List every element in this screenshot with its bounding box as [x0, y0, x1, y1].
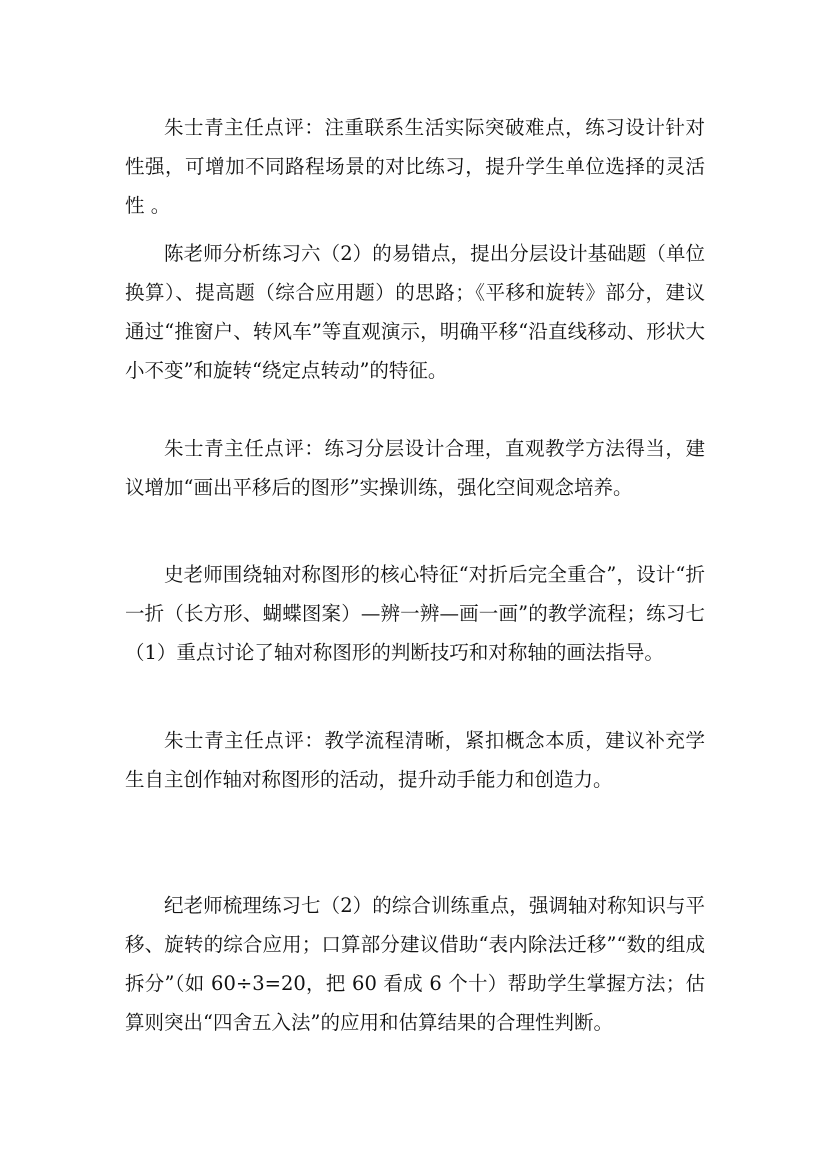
paragraph-chen-analysis: 陈老师分析练习六（2）的易错点，提出分层设计基础题（单位换算）、提高题（综合应用题）的思路；《平移和旋转》部分，建议通过“推窗户、转风车”等直观演示，明确平移“沿直线移动、形状大小不变”和旋转“绕定点转动”的特征。 [125, 242, 705, 382]
paragraph-review-3: 朱士青主任点评：教学流程清晰，紧扣概念本质，建议补充学生自主创作轴对称图形的活动，提升动手能力和创造力。 [125, 729, 705, 791]
paragraph-ji-summary: 纪老师梳理练习七（2）的综合训练重点，强调轴对称知识与平移、旋转的综合应用；口算部分建议借助“表内除法迁移”“数的组成拆分”（如 60÷3=20，把 60 看成 6 个十）帮助学生掌握方法；估算则突出“四舍五入法”的应用和估算结果的合理性判断。 [125, 894, 705, 1034]
paragraph-shi-symmetry: 史老师围绕轴对称图形的核心特征“对折后完全重合”，设计“折一折（长方形、蝴蝶图案）—辨一辨—画一画”的教学流程；练习七（1）重点讨论了轴对称图形的判断技巧和对称轴的画法指导。 [125, 563, 705, 664]
paragraph-review-1: 朱士青主任点评：注重联系生活实际突破难点，练习设计针对性强，可增加不同路程场景的对比练习，提升学生单位选择的灵活性 。 [125, 116, 705, 217]
paragraph-review-2: 朱士青主任点评：练习分层设计合理，直观教学方法得当，建议增加“画出平移后的图形”实操训练，强化空间观念培养。 [125, 437, 705, 499]
